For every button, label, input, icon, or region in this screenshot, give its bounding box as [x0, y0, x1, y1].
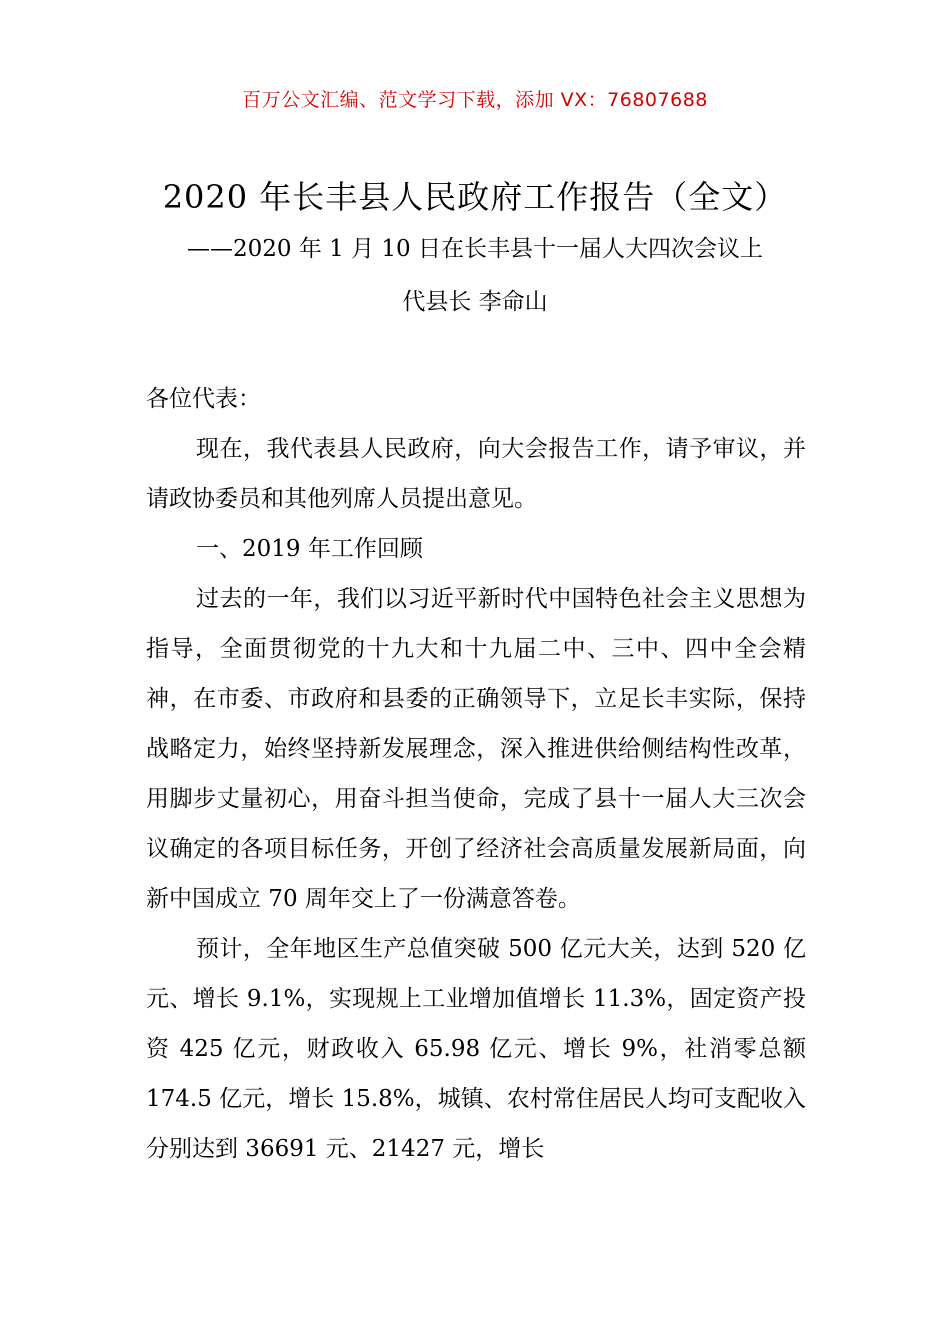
paragraph-intro: 现在，我代表县人民政府，向大会报告工作，请予审议，并请政协委员和其他列席人员提出意见。 [146, 436, 806, 512]
document-body [146, 374, 806, 1174]
section-heading: 一、2019 年工作回顾 [196, 536, 423, 562]
document-title: 2020 年长丰县人民政府工作报告（全文） [162, 178, 788, 216]
document-author: 代县长 李命山 [402, 289, 548, 315]
paragraph-statistics: 预计，全年地区生产总值突破 500 亿元大关，达到 520 亿元、增长 9.1%，实现规上工业增加值增长 11.3%，固定资产投资 425 亿元，财政收入 65.98 亿元、增长 9%，社消零总额 174.5 亿元，增长 15.8%，城镇、农村常住居民人均可支配收入分别达到 36691 元、21427 元，增长 [146, 936, 806, 1162]
document-subtitle: ——2020 年 1 月 10 日在长丰县十一届人大四次会议上 [187, 236, 763, 262]
header-banner: 百万公文汇编、范文学习下载，添加 VX：76807688 [242, 89, 708, 111]
paragraph-review: 过去的一年，我们以习近平新时代中国特色社会主义思想为指导，全面贯彻党的十九大和十九届二中、三中、四中全会精神，在市委、市政府和县委的正确领导下，立足长丰实际，保持战略定力，始终坚持新发展理念，深入推进供给侧结构性改革，用脚步丈量初心，用奋斗担当使命，完成了县十一届人大三次会议确定的各项目标任务，开创了经济社会高质量发展新局面，向新中国成立 70 周年交上了一份满意答卷。 [146, 586, 806, 912]
salutation: 各位代表： [146, 386, 261, 412]
